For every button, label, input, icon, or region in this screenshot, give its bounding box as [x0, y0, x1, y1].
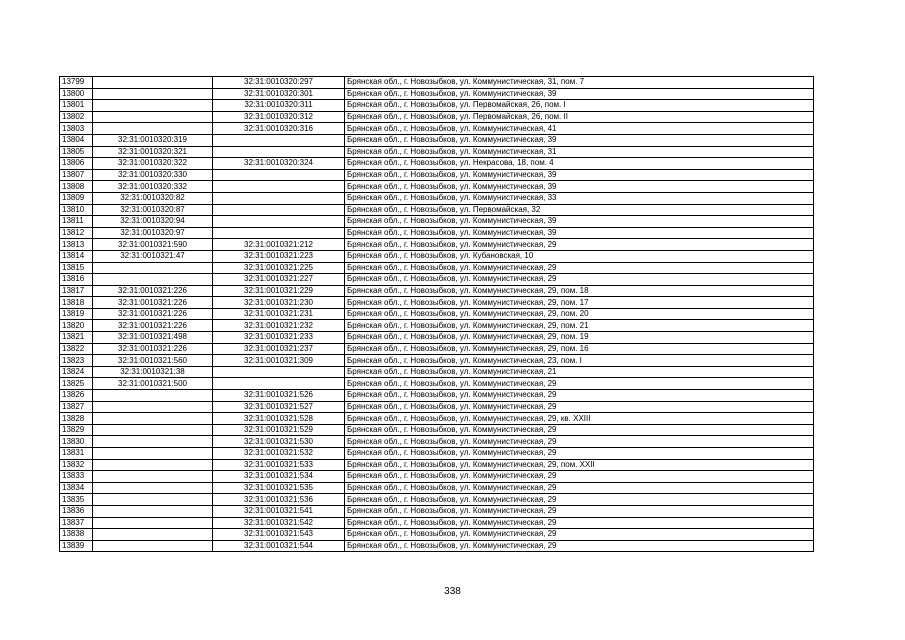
cadastral-number-cell: 32:31:0010320:321 — [93, 146, 213, 158]
row-number-cell: 13819 — [60, 308, 93, 320]
related-cadastral-number-cell: 32:31:0010321:543 — [213, 529, 345, 541]
address-cell: Брянская обл., г. Новозыбков, ул. Коммунистическая, 29 — [345, 540, 814, 552]
row-number-cell: 13815 — [60, 262, 93, 274]
table-row — [60, 239, 814, 251]
table-row — [60, 448, 814, 460]
address-cell: Брянская обл., г. Новозыбков, ул. Коммунистическая, 39 — [345, 216, 814, 228]
row-number-cell: 13816 — [60, 274, 93, 286]
row-number-cell: 13822 — [60, 343, 93, 355]
cadastral-number-cell: 32:31:0010320:97 — [93, 227, 213, 239]
cadastral-number-cell: 32:31:0010321:38 — [93, 366, 213, 378]
address-cell: Брянская обл., г. Новозыбков, ул. Коммунистическая, 29 — [345, 262, 814, 274]
address-cell: Брянская обл., г. Новозыбков, ул. Коммунистическая, 31, пом. 7 — [345, 77, 814, 89]
table-row — [60, 413, 814, 425]
cadastral-number-cell: 32:31:0010320:94 — [93, 216, 213, 228]
related-cadastral-number-cell — [213, 366, 345, 378]
table-row — [60, 332, 814, 344]
address-cell: Брянская обл., г. Новозыбков, ул. Коммунистическая, 29, пом. 21 — [345, 320, 814, 332]
table-row — [60, 355, 814, 367]
related-cadastral-number-cell: 32:31:0010321:229 — [213, 285, 345, 297]
table-row — [60, 459, 814, 471]
address-cell: Брянская обл., г. Новозыбков, ул. Коммунистическая, 29 — [345, 448, 814, 460]
cadastral-number-cell: 32:31:0010320:87 — [93, 204, 213, 216]
table-row — [60, 517, 814, 529]
cadastral-number-cell — [93, 517, 213, 529]
cadastral-number-cell — [93, 448, 213, 460]
cadastral-number-cell — [93, 401, 213, 413]
row-number-cell: 13829 — [60, 424, 93, 436]
cadastral-number-cell — [93, 390, 213, 402]
table-row — [60, 343, 814, 355]
row-number-cell: 13802 — [60, 111, 93, 123]
cadastral-number-cell: 32:31:0010320:82 — [93, 192, 213, 204]
row-number-cell: 13825 — [60, 378, 93, 390]
related-cadastral-number-cell — [213, 169, 345, 181]
cadastral-number-cell — [93, 123, 213, 135]
related-cadastral-number-cell — [213, 134, 345, 146]
table-row — [60, 216, 814, 228]
table-row — [60, 77, 814, 89]
address-cell: Брянская обл., г. Новозыбков, ул. Коммунистическая, 39 — [345, 181, 814, 193]
related-cadastral-number-cell — [213, 181, 345, 193]
row-number-cell: 13827 — [60, 401, 93, 413]
address-cell: Брянская обл., г. Новозыбков, ул. Коммунистическая, 41 — [345, 123, 814, 135]
address-cell: Брянская обл., г. Новозыбков, ул. Коммунистическая, 39 — [345, 227, 814, 239]
row-number-cell: 13837 — [60, 517, 93, 529]
cadastral-number-cell: 32:31:0010320:319 — [93, 134, 213, 146]
related-cadastral-number-cell: 32:31:0010320:316 — [213, 123, 345, 135]
row-number-cell: 13838 — [60, 529, 93, 541]
cadastral-number-cell: 32:31:0010320:330 — [93, 169, 213, 181]
address-cell: Брянская обл., г. Новозыбков, ул. Коммунистическая, 29 — [345, 390, 814, 402]
cadastral-number-cell — [93, 413, 213, 425]
property-table — [59, 76, 814, 552]
row-number-cell: 13821 — [60, 332, 93, 344]
address-cell: Брянская обл., г. Новозыбков, ул. Коммунистическая, 29, пом. 16 — [345, 343, 814, 355]
related-cadastral-number-cell: 32:31:0010321:541 — [213, 505, 345, 517]
row-number-cell: 13835 — [60, 494, 93, 506]
row-number-cell: 13828 — [60, 413, 93, 425]
table-row — [60, 100, 814, 112]
cadastral-number-cell — [93, 111, 213, 123]
address-cell: Брянская обл., г. Новозыбков, ул. Коммунистическая, 29, пом. 19 — [345, 332, 814, 344]
row-number-cell: 13808 — [60, 181, 93, 193]
cadastral-number-cell — [93, 540, 213, 552]
cadastral-number-cell — [93, 274, 213, 286]
table-row — [60, 169, 814, 181]
address-cell: Брянская обл., г. Новозыбков, ул. Коммунистическая, 29 — [345, 505, 814, 517]
row-number-cell: 13836 — [60, 505, 93, 517]
address-cell: Брянская обл., г. Новозыбков, ул. Кубановская, 10 — [345, 250, 814, 262]
row-number-cell: 13820 — [60, 320, 93, 332]
row-number-cell: 13831 — [60, 448, 93, 460]
row-number-cell: 13807 — [60, 169, 93, 181]
table-row — [60, 540, 814, 552]
row-number-cell: 13804 — [60, 134, 93, 146]
cadastral-number-cell — [93, 471, 213, 483]
address-cell: Брянская обл., г. Новозыбков, ул. Коммунистическая, 29, пом. 20 — [345, 308, 814, 320]
table-row — [60, 320, 814, 332]
related-cadastral-number-cell: 32:31:0010321:227 — [213, 274, 345, 286]
cadastral-number-cell — [93, 459, 213, 471]
table-row — [60, 158, 814, 170]
address-cell: Брянская обл., г. Новозыбков, ул. Коммунистическая, 29 — [345, 529, 814, 541]
table-row — [60, 123, 814, 135]
related-cadastral-number-cell: 32:31:0010321:529 — [213, 424, 345, 436]
related-cadastral-number-cell: 32:31:0010321:231 — [213, 308, 345, 320]
cadastral-number-cell — [93, 100, 213, 112]
table-row — [60, 308, 814, 320]
related-cadastral-number-cell: 32:31:0010321:225 — [213, 262, 345, 274]
address-cell: Брянская обл., г. Новозыбков, ул. Коммунистическая, 29 — [345, 401, 814, 413]
cadastral-number-cell — [93, 262, 213, 274]
table-row — [60, 390, 814, 402]
address-cell: Брянская обл., г. Новозыбков, ул. Первомайская, 26, пом. I — [345, 100, 814, 112]
related-cadastral-number-cell: 32:31:0010321:530 — [213, 436, 345, 448]
table-row — [60, 471, 814, 483]
row-number-cell: 13839 — [60, 540, 93, 552]
row-number-cell: 13812 — [60, 227, 93, 239]
row-number-cell: 13832 — [60, 459, 93, 471]
table-row — [60, 494, 814, 506]
table-row — [60, 285, 814, 297]
related-cadastral-number-cell: 32:31:0010320:301 — [213, 88, 345, 100]
related-cadastral-number-cell — [213, 378, 345, 390]
address-cell: Брянская обл., г. Новозыбков, ул. Первомайская, 26, пом. II — [345, 111, 814, 123]
address-cell: Брянская обл., г. Новозыбков, ул. Коммунистическая, 29 — [345, 424, 814, 436]
related-cadastral-number-cell: 32:31:0010321:232 — [213, 320, 345, 332]
cadastral-number-cell — [93, 424, 213, 436]
table-row — [60, 250, 814, 262]
address-cell: Брянская обл., г. Новозыбков, ул. Коммунистическая, 31 — [345, 146, 814, 158]
table-row — [60, 192, 814, 204]
table-row — [60, 378, 814, 390]
address-cell: Брянская обл., г. Новозыбков, ул. Коммунистическая, 29, пом. XXII — [345, 459, 814, 471]
table-row — [60, 529, 814, 541]
related-cadastral-number-cell — [213, 216, 345, 228]
address-cell: Брянская обл., г. Новозыбков, ул. Коммунистическая, 29, пом. 17 — [345, 297, 814, 309]
related-cadastral-number-cell: 32:31:0010321:544 — [213, 540, 345, 552]
related-cadastral-number-cell — [213, 204, 345, 216]
cadastral-number-cell — [93, 494, 213, 506]
related-cadastral-number-cell: 32:31:0010321:532 — [213, 448, 345, 460]
table-row — [60, 204, 814, 216]
row-number-cell: 13823 — [60, 355, 93, 367]
related-cadastral-number-cell: 32:31:0010321:230 — [213, 297, 345, 309]
related-cadastral-number-cell — [213, 192, 345, 204]
address-cell: Брянская обл., г. Новозыбков, ул. Коммунистическая, 29 — [345, 378, 814, 390]
cadastral-number-cell: 32:31:0010321:226 — [93, 320, 213, 332]
address-cell: Брянская обл., г. Новозыбков, ул. Коммунистическая, 39 — [345, 88, 814, 100]
address-cell: Брянская обл., г. Новозыбков, ул. Коммунистическая, 29 — [345, 471, 814, 483]
cadastral-number-cell: 32:31:0010321:498 — [93, 332, 213, 344]
related-cadastral-number-cell: 32:31:0010321:526 — [213, 390, 345, 402]
page-number: 338 — [444, 586, 461, 597]
row-number-cell: 13817 — [60, 285, 93, 297]
cadastral-number-cell: 32:31:0010321:560 — [93, 355, 213, 367]
row-number-cell: 13806 — [60, 158, 93, 170]
related-cadastral-number-cell: 32:31:0010321:309 — [213, 355, 345, 367]
address-cell: Брянская обл., г. Новозыбков, ул. Некрасова, 18, пом. 4 — [345, 158, 814, 170]
cadastral-number-cell: 32:31:0010320:322 — [93, 158, 213, 170]
address-cell: Брянская обл., г. Новозыбков, ул. Коммунистическая, 33 — [345, 192, 814, 204]
address-cell: Брянская обл., г. Новозыбков, ул. Коммунистическая, 29, пом. 18 — [345, 285, 814, 297]
cadastral-number-cell: 32:31:0010321:500 — [93, 378, 213, 390]
row-number-cell: 13801 — [60, 100, 93, 112]
row-number-cell: 13830 — [60, 436, 93, 448]
row-number-cell: 13826 — [60, 390, 93, 402]
related-cadastral-number-cell: 32:31:0010321:528 — [213, 413, 345, 425]
cadastral-number-cell — [93, 529, 213, 541]
table-row — [60, 146, 814, 158]
table-row — [60, 366, 814, 378]
cadastral-number-cell: 32:31:0010321:590 — [93, 239, 213, 251]
table-row — [60, 505, 814, 517]
cadastral-number-cell: 32:31:0010321:226 — [93, 297, 213, 309]
address-cell: Брянская обл., г. Новозыбков, ул. Коммунистическая, 23, пом. I — [345, 355, 814, 367]
address-cell: Брянская обл., г. Новозыбков, ул. Коммунистическая, 29, кв. XXIII — [345, 413, 814, 425]
related-cadastral-number-cell — [213, 146, 345, 158]
row-number-cell: 13803 — [60, 123, 93, 135]
address-cell: Брянская обл., г. Новозыбков, ул. Коммунистическая, 29 — [345, 482, 814, 494]
address-cell: Брянская обл., г. Новозыбков, ул. Коммунистическая, 39 — [345, 134, 814, 146]
related-cadastral-number-cell: 32:31:0010321:533 — [213, 459, 345, 471]
cadastral-number-cell: 32:31:0010321:226 — [93, 308, 213, 320]
row-number-cell: 13813 — [60, 239, 93, 251]
address-cell: Брянская обл., г. Новозыбков, ул. Коммунистическая, 39 — [345, 169, 814, 181]
cadastral-number-cell — [93, 505, 213, 517]
related-cadastral-number-cell — [213, 227, 345, 239]
row-number-cell: 13814 — [60, 250, 93, 262]
cadastral-number-cell — [93, 482, 213, 494]
row-number-cell: 13800 — [60, 88, 93, 100]
related-cadastral-number-cell: 32:31:0010320:324 — [213, 158, 345, 170]
address-cell: Брянская обл., г. Новозыбков, ул. Коммунистическая, 29 — [345, 239, 814, 251]
row-number-cell: 13810 — [60, 204, 93, 216]
related-cadastral-number-cell: 32:31:0010321:534 — [213, 471, 345, 483]
table-row — [60, 134, 814, 146]
row-number-cell: 13811 — [60, 216, 93, 228]
address-cell: Брянская обл., г. Новозыбков, ул. Первомайская, 32 — [345, 204, 814, 216]
table-row — [60, 424, 814, 436]
related-cadastral-number-cell: 32:31:0010321:527 — [213, 401, 345, 413]
row-number-cell: 13805 — [60, 146, 93, 158]
table-row — [60, 482, 814, 494]
table-row — [60, 262, 814, 274]
row-number-cell: 13818 — [60, 297, 93, 309]
related-cadastral-number-cell: 32:31:0010321:535 — [213, 482, 345, 494]
row-number-cell: 13833 — [60, 471, 93, 483]
address-cell: Брянская обл., г. Новозыбков, ул. Коммунистическая, 29 — [345, 494, 814, 506]
table-row — [60, 181, 814, 193]
related-cadastral-number-cell: 32:31:0010321:212 — [213, 239, 345, 251]
cadastral-number-cell: 32:31:0010320:332 — [93, 181, 213, 193]
related-cadastral-number-cell: 32:31:0010321:536 — [213, 494, 345, 506]
cadastral-number-cell — [93, 436, 213, 448]
row-number-cell: 13834 — [60, 482, 93, 494]
cadastral-number-cell: 32:31:0010321:226 — [93, 343, 213, 355]
related-cadastral-number-cell: 32:31:0010320:312 — [213, 111, 345, 123]
table-row — [60, 227, 814, 239]
related-cadastral-number-cell: 32:31:0010321:223 — [213, 250, 345, 262]
address-cell: Брянская обл., г. Новозыбков, ул. Коммунистическая, 29 — [345, 517, 814, 529]
related-cadastral-number-cell: 32:31:0010320:297 — [213, 77, 345, 89]
address-cell: Брянская обл., г. Новозыбков, ул. Коммунистическая, 21 — [345, 366, 814, 378]
table-row — [60, 274, 814, 286]
table-row — [60, 436, 814, 448]
row-number-cell: 13799 — [60, 77, 93, 89]
table-row — [60, 297, 814, 309]
row-number-cell: 13824 — [60, 366, 93, 378]
cadastral-number-cell: 32:31:0010321:226 — [93, 285, 213, 297]
address-cell: Брянская обл., г. Новозыбков, ул. Коммунистическая, 29 — [345, 436, 814, 448]
row-number-cell: 13809 — [60, 192, 93, 204]
property-table-body — [60, 77, 814, 552]
address-cell: Брянская обл., г. Новозыбков, ул. Коммунистическая, 29 — [345, 274, 814, 286]
cadastral-number-cell — [93, 88, 213, 100]
table-row — [60, 401, 814, 413]
cadastral-number-cell: 32:31:0010321:47 — [93, 250, 213, 262]
cadastral-number-cell — [93, 77, 213, 89]
related-cadastral-number-cell: 32:31:0010321:233 — [213, 332, 345, 344]
related-cadastral-number-cell: 32:31:0010321:542 — [213, 517, 345, 529]
table-row — [60, 111, 814, 123]
related-cadastral-number-cell: 32:31:0010321:237 — [213, 343, 345, 355]
table-row — [60, 88, 814, 100]
related-cadastral-number-cell: 32:31:0010320:311 — [213, 100, 345, 112]
